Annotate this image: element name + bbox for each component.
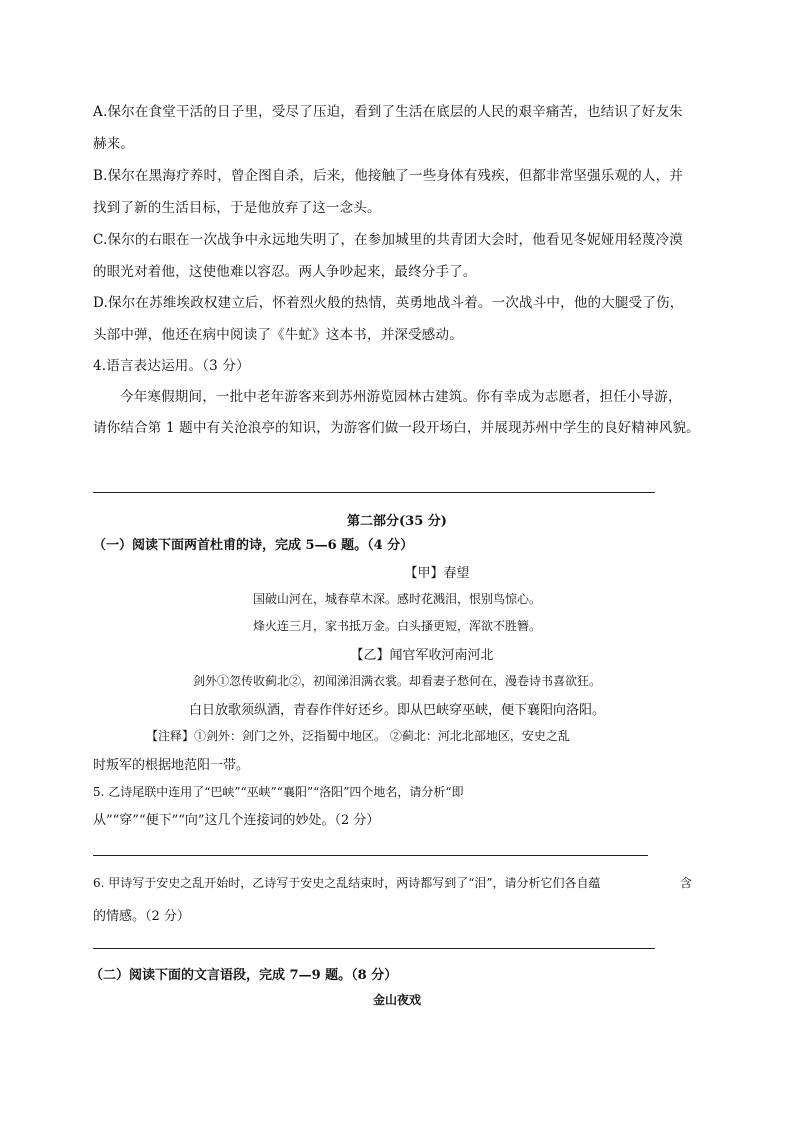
annotation-line1: 【注释】①剑外：剑门之外，泛指蜀中地区。 ②蓟北：河北北部地区，安史之乱 (146, 729, 570, 743)
question-5-line2: 从”“穿”“便下”“向”这几个连接词的妙处。（2 分） (93, 813, 380, 828)
option-c-line1: C.保尔的右眼在一次战争中永远地失明了，在参加城里的共青团大会时，他看见冬妮娅用轻蔑冷漠 (93, 232, 683, 248)
option-d-line2: 头部中弹，他还在病中阅读了《牛虻》这本书，并深受感动。 (93, 327, 463, 343)
option-b-line2: 找到了新的生活目标，于是他放弃了这一念头。 (93, 200, 381, 216)
question-4-line2: 请你结合第 1 题中有关沧浪亭的知识，为游客们做一段开场白，并展现苏州中学生的良好精神风貌。 (93, 420, 700, 436)
question-6-line2: 的情感。（2 分） (93, 909, 190, 924)
poem1-title: 【甲】春望 (404, 566, 470, 581)
answer-line (93, 948, 655, 949)
question-6-line1-tail: 含 (680, 876, 693, 890)
poem1-line1: 国破山河在，城春草木深。感时花溅泪，恨别鸟惊心。 (252, 592, 541, 606)
question-6-line1: 6. 甲诗写于安史之乱开始时，乙诗写于安史之乱结束时，两诗都写到了“泪”，请分析它们各自蕴 (93, 876, 601, 890)
poem2-line1: 剑外①忽传收蓟北②，初闻涕泪满衣裳。却看妻子愁何在，漫卷诗书喜欲狂。 (192, 674, 601, 688)
poem2-title: 【乙】闻官军收河南河北 (350, 648, 494, 663)
annotation-line2: 时叛军的根据地范阳一带。 (93, 758, 250, 773)
option-b-line1: B.保尔在黑海疗养时，曾企图自杀，后来，他接触了一些身体有残疾，但都非常坚强乐观的人，并 (93, 168, 684, 184)
question-4-line1: 今年寒假期间，一批中老年游客来到苏州游览园林古建筑。你有幸成为志愿者，担任小导游， (120, 389, 682, 405)
part2-title: 第二部分(35 分) (347, 514, 447, 529)
answer-line (93, 855, 648, 856)
passage-title: 金山夜戏 (372, 993, 421, 1007)
option-a-line2: 赫来。 (93, 136, 135, 152)
option-d-line1: D.保尔在苏维埃政权建立后，怀着烈火般的热情，英勇地战斗着。一次战斗中，他的大腿受了伤， (93, 295, 684, 311)
question-5-line1: 5. 乙诗尾联中连用了“巴峡”“巫峡”“襄阳”“洛阳”四个地名，请分析“即 (93, 785, 464, 799)
section1-heading: （一）阅读下面两首杜甫的诗，完成 5—6 题。（4 分） (93, 538, 414, 553)
option-c-line2: 的眼光对着他，这使他难以容忍。两人争吵起来，最终分手了。 (93, 264, 477, 280)
option-a-line1: A.保尔在食堂干活的日子里，受尽了压迫，看到了生活在底层的人民的艰辛痛苦，也结识了好友朱 (93, 104, 683, 120)
question-4-title: 4.语言表达运用。（3 分） (93, 358, 250, 374)
section2-heading: （二）阅读下面的文言语段，完成 7—9 题。（8 分） (90, 968, 398, 983)
answer-line (93, 492, 655, 493)
poem2-line2: 白日放歌须纵酒，青春作伴好还乡。即从巴峡穿巫峡，便下襄阳向洛阳。 (188, 703, 605, 718)
poem1-line2: 烽火连三月，家书抵万金。白头搔更短，浑欲不胜簪。 (252, 619, 541, 633)
